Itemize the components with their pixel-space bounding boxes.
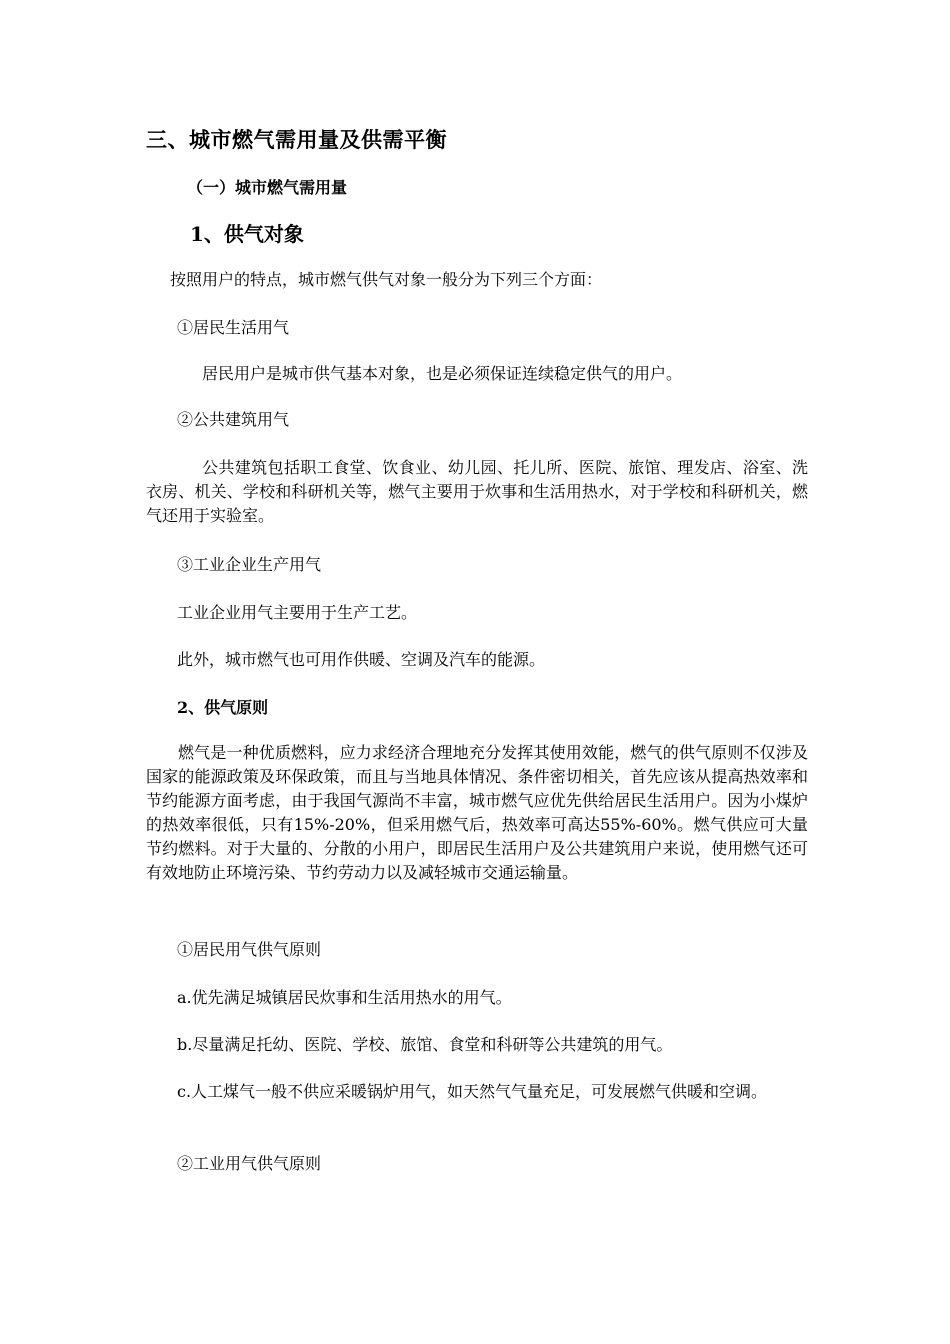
item-residential: ①居民生活用气 [177, 318, 290, 337]
principle-paragraph: 燃气是一种优质燃料，应力求经济合理地充分发挥其使用效能，燃气的供气原则不仅涉及国家的能源政策及环保政策，而且与当地具体情况、条件密切相关，首先应该从提高热效率和节约能源方面考虑，由于我国气源尚不丰富，城市燃气应优先供给居民生活用户。因为小煤炉的热效率很低，只有15%-20%，但采用燃气后，热效率可高达55%-60%。燃气供应可大量节约燃料。对于大量的、分散的小用户，即居民生活用户及公共建筑用户来说，使用燃气还可有效地防止环境污染、节约劳动力以及减轻城市交通运输量。 [146, 743, 808, 882]
intro-paragraph: 按照用户的特点，城市燃气供气对象一般分为下列三个方面： [170, 270, 603, 289]
residential-principle-c: c.人工煤气一般不供应采暖锅炉用气，如天然气气量充足，可发展燃气供暖和空调。 [177, 1082, 768, 1101]
residential-principle-b: b.尽量满足托幼、医院、学校、旅馆、食堂和科研等公共建筑的用气。 [177, 1035, 673, 1054]
item-industrial-text: 工业企业用气主要用于生产工艺。 [177, 603, 418, 622]
item-public-buildings: ②公共建筑用气 [177, 410, 290, 429]
extra-usage-paragraph: 此外，城市燃气也可用作供暖、空调及汽车的能源。 [177, 650, 546, 669]
residential-principle-a: a.优先满足城镇居民炊事和生活用热水的用气。 [177, 988, 512, 1007]
section-heading-supply-objects: 1、供气对象 [190, 222, 304, 246]
item-residential-text: 居民用户是城市供气基本对象，也是必须保证连续稳定供气的用户。 [202, 364, 683, 383]
section-heading-supply-principles: 2、供气原则 [177, 698, 269, 717]
item-public-buildings-text: 公共建筑包括职工食堂、饮食业、幼儿园、托儿所、医院、旅馆、理发店、浴室、洗衣房、机关、学校和科研机关等，燃气主要用于炊事和生活用热水，对于学校和科研机关，燃气还用于实验室。 [146, 458, 808, 525]
document-title: 三、城市燃气需用量及供需平衡 [146, 127, 447, 152]
industrial-principle-heading: ②工业用气供气原则 [177, 1154, 322, 1173]
item-industrial: ③工业企业生产用气 [177, 555, 322, 574]
subsection-title: （一）城市燃气需用量 [187, 178, 348, 197]
residential-principle-heading: ①居民用气供气原则 [177, 940, 322, 959]
